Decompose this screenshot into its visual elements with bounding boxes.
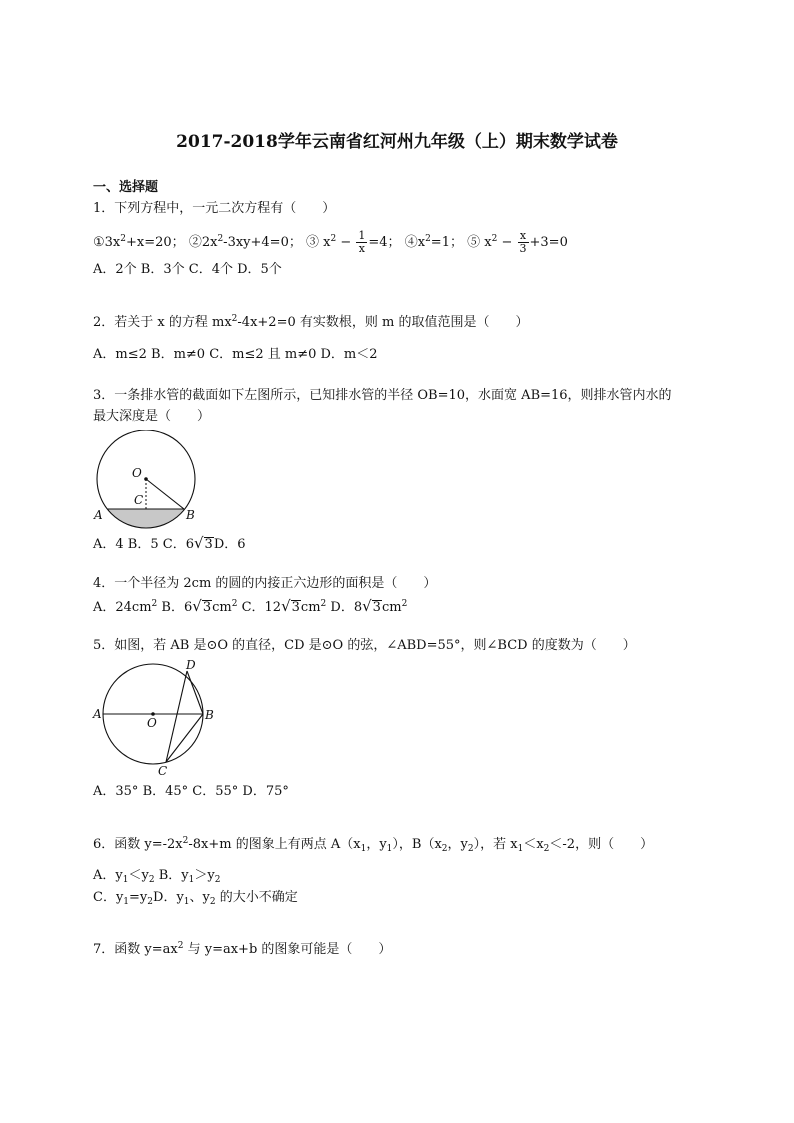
label-o: O — [132, 466, 142, 480]
q5-figure — [90, 656, 220, 781]
q7-stem: 7．函数 $y=ax^2$ 与 y=ax+b 的图象可能是（ ） — [93, 941, 392, 957]
section-heading: 一、选择题 — [93, 180, 159, 195]
label-c: C — [158, 764, 168, 778]
q6-stem: 6．函数 $y=-2x^2-8x+m$ 的图象上有两点 $A(x_1$，$y_1$），$B(x_2$，$y_2$），若 $x_1<x_2<-2$，则（ ） — [93, 836, 654, 854]
q3-stem-line2: 最大深度是（ ） — [93, 409, 211, 424]
label-d: D — [186, 658, 196, 672]
label-a: A — [93, 707, 102, 721]
radius-ob — [146, 479, 184, 509]
water-segment — [107, 509, 184, 528]
q4-options: A．$24cm^2$ B．$6√3cm^2$ C．$12√3cm^2$ D．$8√3cm^2$ — [93, 597, 408, 615]
page-title: 2017-2018学年云南省红河州九年级（上）期末数学试卷 — [176, 132, 618, 152]
q6-options-ab: A．$y_1<y_2$ B．$y_1>y_2$ — [93, 868, 221, 885]
q6-options-cd: C．$y_1=y_2D$．$y_1$、$y_2$ 的大小不确定 — [93, 890, 298, 907]
label-o: O — [147, 716, 157, 730]
center-point — [144, 477, 148, 481]
q5-options: A．35° B．45° C．55° D．75° — [93, 784, 289, 799]
q1-options: A．2个 B．3个 C．4个 D．5个 — [93, 262, 282, 277]
label-a: A — [94, 508, 103, 522]
q3-figure — [88, 430, 213, 530]
q3-options: A．4 B．5 C．6√3D．6 — [93, 534, 246, 552]
segment-bd — [187, 671, 203, 714]
q1-stem: 1．下列方程中，一元二次方程有（ ） — [93, 201, 336, 216]
q1-equations: $①3x^2+x=20$； $②2x^2-3xy+4=0$； ③ $x^2$ − $\frac{1}{x}$ =4； $④x^2=1$； ⑤ $x^2$ − $\frac{x}{3}$ +3=0 — [93, 229, 568, 255]
q2-options: A．m≤2 B．m≠0 C．m≤2 且 m≠0 D．m＜2 — [93, 347, 378, 362]
fraction: $\frac{1}{x}$ — [358, 229, 366, 255]
q3-stem-line1: 3．一条排水管的截面如下左图所示，已知排水管的半径 OB=10，水面宽 AB=16，则排水管内水的 — [93, 388, 672, 403]
q5-stem: 5．如图，若 AB 是⊙O 的直径，CD 是⊙O 的弦，∠ABD=55°，则∠BCD 的度数为（ ） — [93, 638, 636, 653]
label-c: C — [134, 493, 144, 507]
q2-stem: 2．若关于 x 的方程 $mx^2-4x+2=0$ 有实数根，则 m 的取值范围是（ ） — [93, 314, 529, 330]
label-b: B — [205, 708, 214, 722]
q4-stem: 4．一个半径为 2cm 的圆的内接正六边形的面积是（ ） — [93, 576, 437, 591]
fraction: $\frac{x}{3}$ — [519, 229, 527, 255]
label-b: B — [186, 508, 195, 522]
